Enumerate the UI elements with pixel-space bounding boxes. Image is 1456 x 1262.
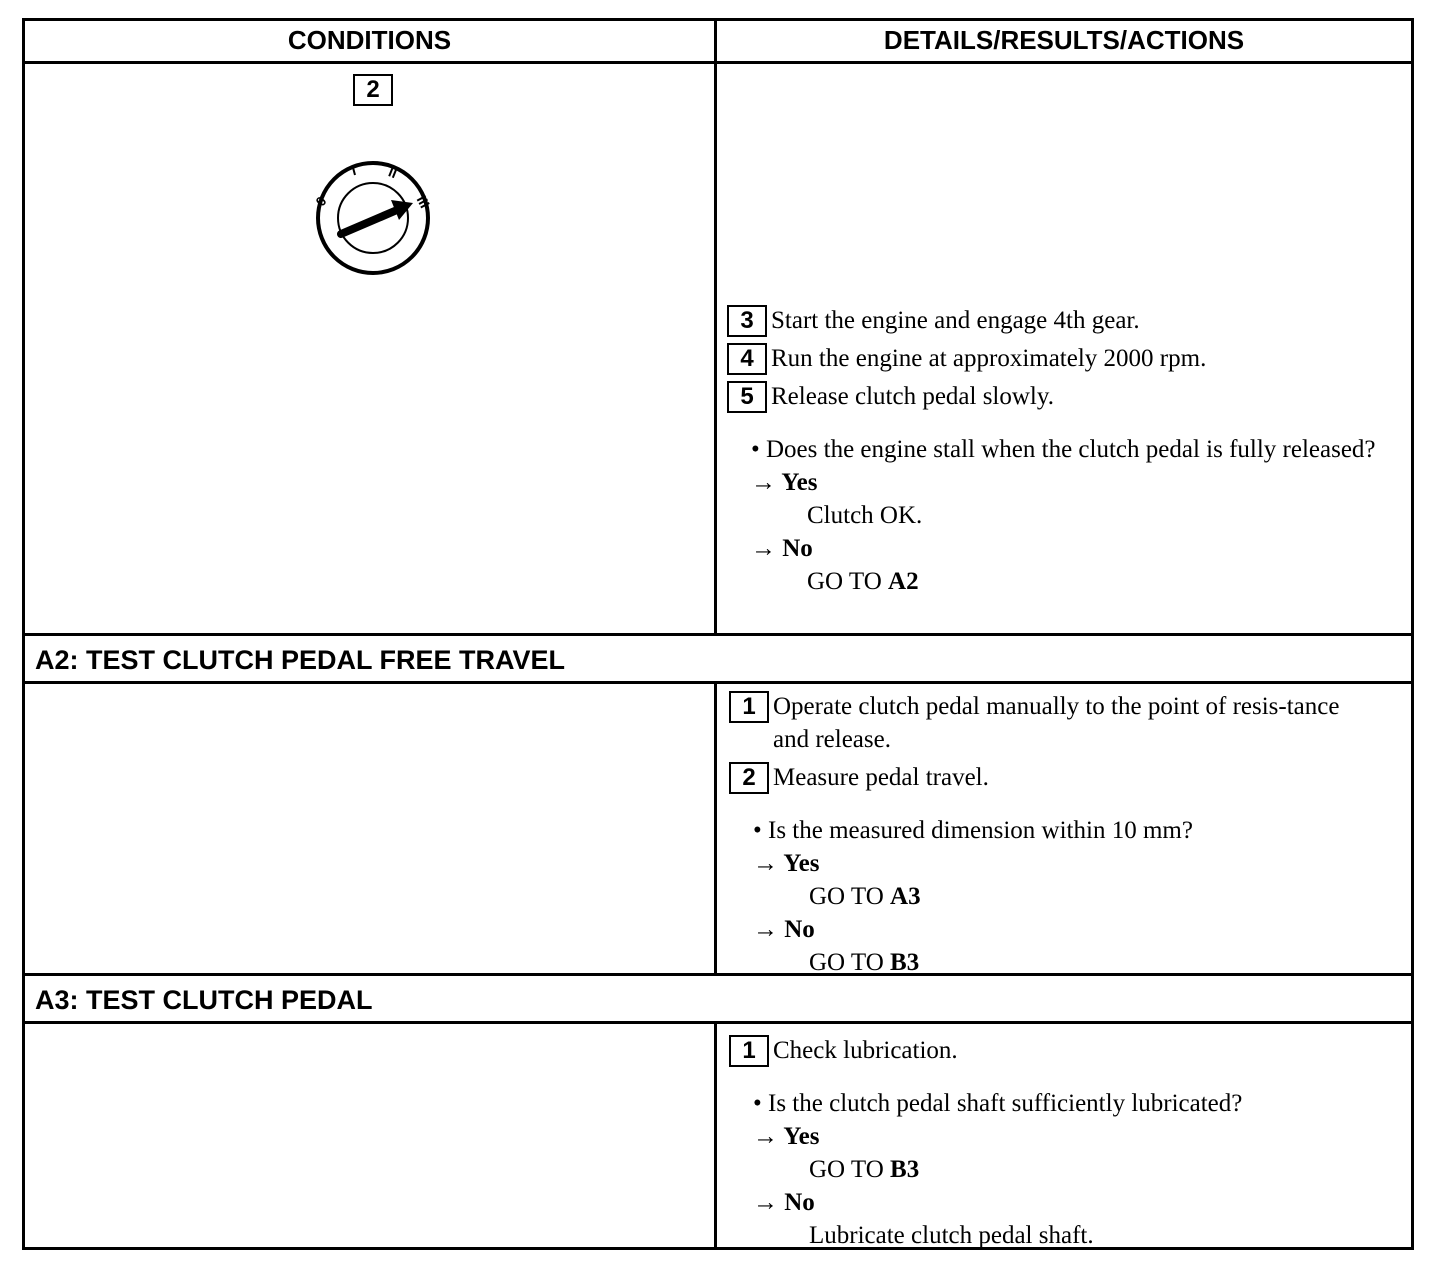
step-number: 5 — [727, 381, 767, 413]
step-text: Run the engine at approximately 2000 rpm. — [771, 345, 1207, 372]
question-text: • Is the measured dimension within 10 mm? — [753, 817, 1193, 844]
step-text: Check lubrication. — [773, 1037, 958, 1064]
a2-question-block — [729, 814, 1371, 979]
a1-details-cell — [717, 64, 1411, 633]
a2-conditions-cell — [25, 684, 717, 973]
step-number: 1 — [729, 1035, 769, 1067]
yes-label: → Yes — [753, 850, 820, 877]
no-result: Lubricate clutch pedal shaft. — [809, 1222, 1094, 1249]
a1-conditions-cell — [25, 64, 717, 633]
step-text: Measure pedal travel. — [773, 764, 989, 791]
ignition-position-2: II — [386, 163, 400, 182]
no-label: → No — [753, 916, 815, 943]
details-header: DETAILS/RESULTS/ACTIONS — [883, 25, 1245, 55]
yes-label: → Yes — [751, 469, 818, 496]
a3-row — [25, 1021, 1411, 1247]
no-label: → No — [751, 535, 813, 562]
a2-section-title: A2: TEST CLUTCH PEDAL FREE TRAVEL — [25, 633, 1411, 681]
yes-result: Clutch OK. — [807, 502, 923, 529]
no-result: GO TO A2 — [807, 568, 919, 595]
question-text: • Is the clutch pedal shaft sufficiently lubricated? — [753, 1090, 1243, 1117]
a1-row — [25, 61, 1411, 633]
diagnostic-table — [22, 18, 1414, 1250]
yes-label: → Yes — [753, 1123, 820, 1150]
a2-step-1 — [729, 690, 1371, 756]
step-text: Operate clutch pedal manually to the point of resis-tance and release. — [773, 693, 1340, 753]
step-number: 4 — [727, 343, 767, 375]
a1-step-5 — [727, 380, 1401, 413]
step-text: Start the engine and engage 4th gear. — [771, 307, 1140, 334]
a3-step-1 — [729, 1034, 1391, 1067]
a2-step-2 — [729, 761, 1371, 794]
question-text: • Does the engine stall when the clutch pedal is fully released? — [751, 436, 1376, 463]
illustration-step-number: 2 — [353, 74, 393, 106]
ignition-switch-icon — [311, 156, 435, 280]
no-result: GO TO B3 — [809, 949, 920, 976]
a2-details-cell — [717, 684, 1411, 976]
yes-result: GO TO B3 — [809, 1156, 920, 1183]
a1-step-3 — [727, 304, 1401, 337]
step-number: 3 — [727, 305, 767, 337]
header-row — [25, 21, 1411, 61]
a1-question-block — [727, 433, 1401, 598]
ignition-position-3: III — [413, 192, 434, 211]
a3-question-block — [729, 1087, 1391, 1252]
conditions-header: CONDITIONS — [25, 21, 717, 61]
a3-details-cell — [717, 1024, 1411, 1247]
step-number: 2 — [729, 762, 769, 794]
a3-section-title: A3: TEST CLUTCH PEDAL — [25, 973, 1411, 1021]
yes-result: GO TO A3 — [809, 883, 921, 910]
no-label: → No — [753, 1189, 815, 1216]
ignition-position-0: 0 — [312, 193, 330, 209]
step-text: Release clutch pedal slowly. — [771, 383, 1055, 410]
a2-row — [25, 681, 1411, 976]
step-number: 1 — [729, 691, 769, 723]
a1-step-4 — [727, 342, 1401, 375]
ignition-position-1: I — [349, 161, 358, 179]
a3-conditions-cell — [25, 1024, 717, 1247]
